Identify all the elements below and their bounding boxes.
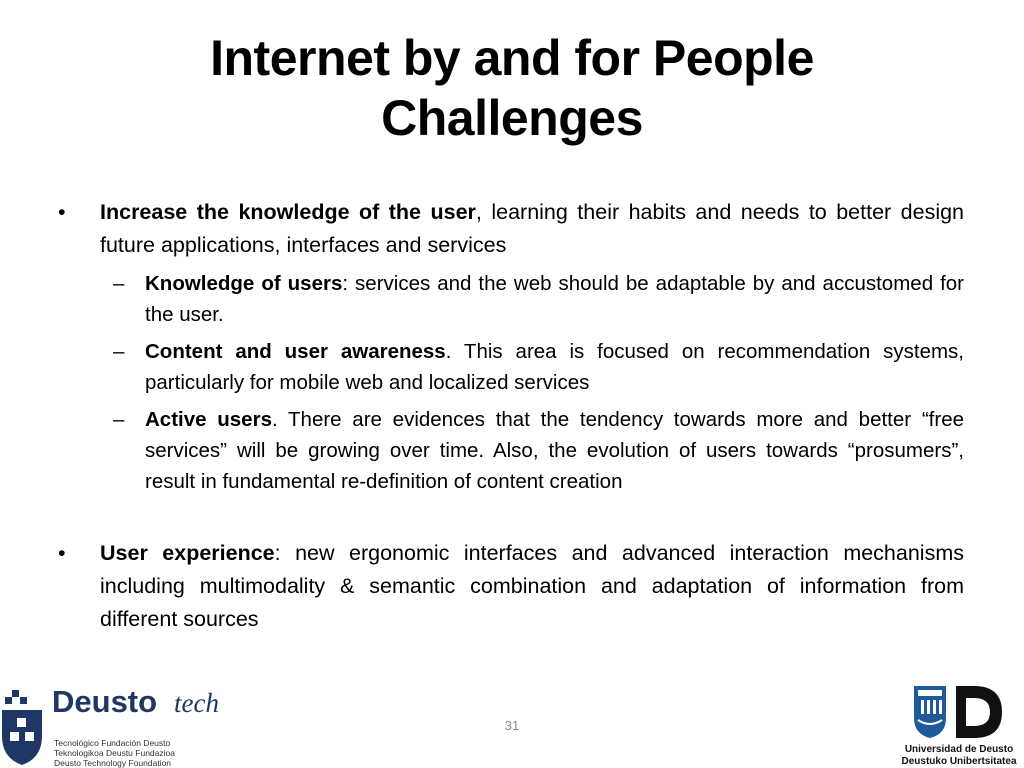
university-name-eu: Deustuko Unibertsitatea [901, 756, 1017, 767]
university-shield-icon [894, 682, 1024, 740]
logo-caption-1: Tecnológico Fundación Deusto [54, 738, 171, 748]
sub-bullet-heading: Knowledge of users [145, 272, 343, 295]
logo-caption-2: Teknologikoa Deustu Fundazioa [54, 748, 175, 758]
sub-bullet-heading: Active users [145, 408, 272, 431]
bullet-heading: Increase the knowledge of the user [100, 200, 476, 224]
slide-title [0, 28, 1024, 148]
slide-number: 31 [504, 718, 520, 733]
bullet-knowledge-of-user [58, 196, 964, 262]
title-line-2: Challenges [381, 90, 643, 146]
dash-marker: – [113, 272, 125, 295]
slide-body [58, 196, 964, 636]
universidad-deusto-logo [894, 682, 1024, 768]
sub-bullet-heading: Content and user awareness [145, 340, 446, 363]
sub-bullet-active-users [58, 404, 964, 497]
sub-bullet-text: . This area is focused on recommendation systems, particularly for mobile web and localized services [145, 340, 964, 394]
bullet-marker: • [58, 541, 66, 565]
bullet-marker: • [58, 200, 66, 224]
dash-marker: – [113, 408, 125, 431]
logo-tech-word: tech [174, 688, 219, 718]
bullet-user-experience [58, 537, 964, 636]
logo-caption-3: Deusto Technology Foundation [54, 758, 172, 768]
bullet-text: : new ergonomic interfaces and advanced interaction mechanisms including multimodality & semantic combination and adaptation of information from different sources [100, 541, 964, 631]
university-name-es: Universidad de Deusto [904, 744, 1014, 755]
sub-bullet-knowledge-of-users [58, 268, 964, 330]
deusto-tech-emblem-icon [0, 688, 50, 768]
bullet-heading: User experience [100, 541, 275, 565]
title-line-1: Internet by and for People [210, 30, 814, 86]
sub-bullet-text: . There are evidences that the tendency towards more and better “free services” will be growing over time. Also, the evolution of users towards “prosumers”, result in fundamental re-definition of content creation [145, 408, 964, 493]
bullet-text: , learning their habits and needs to better design future applications, interfaces and services [100, 200, 965, 257]
logo-deusto-word: Deusto [52, 684, 158, 719]
spacer [58, 497, 964, 537]
deusto-tech-logo [0, 684, 270, 768]
dash-marker: – [113, 340, 125, 363]
sub-bullet-content-awareness [58, 336, 964, 398]
sub-bullet-text: : services and the web should be adaptable by and accustomed for the user. [145, 272, 965, 326]
